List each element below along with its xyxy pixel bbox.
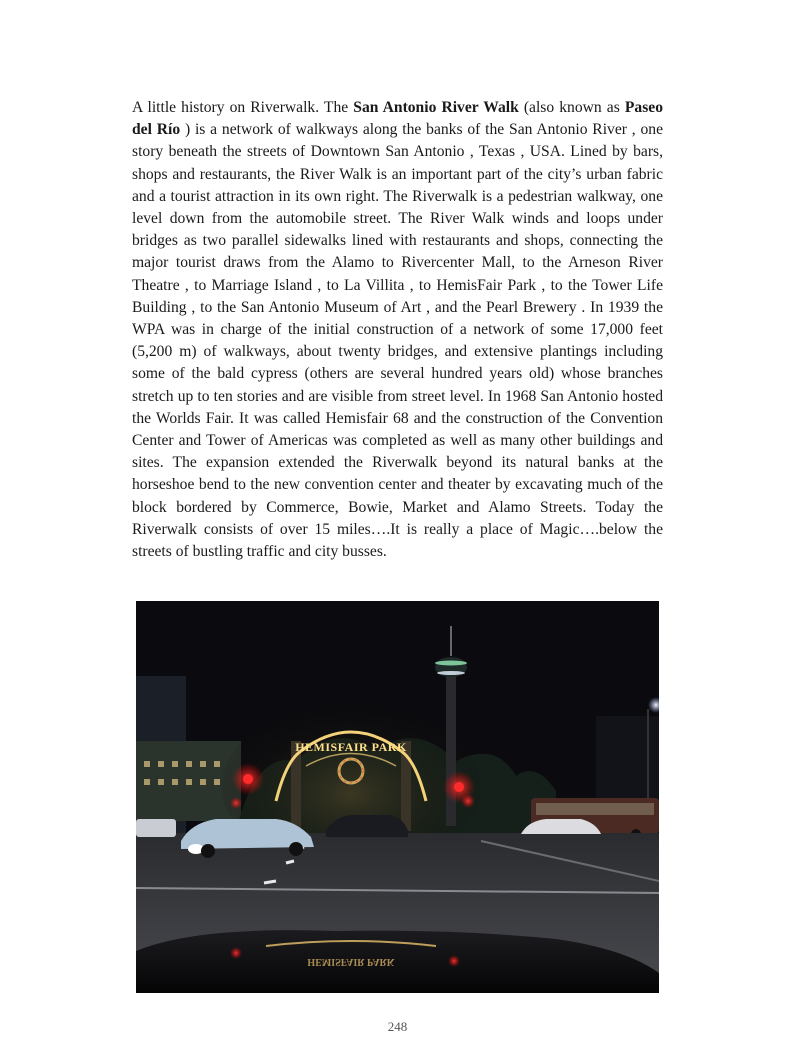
- hemisfair-park-night-photo: [136, 601, 659, 993]
- text-part-2: (also known as: [518, 99, 625, 116]
- page-number: 248: [387, 1019, 408, 1034]
- bold-paseo-del-rio: Paseo del Río: [132, 99, 663, 139]
- text-part-1: A little history on Riverwalk. The: [132, 99, 354, 116]
- reflection-sign-text: HEMISFAIR PARK: [307, 956, 395, 967]
- text-part-3: ) is a network of walkways along the banks of the San Antonio River , one story beneath the streets of Downtown San Antonio , Texas , USA. Lined by bars, shops and restaurants, the River Walk is an important part of the city’s urban fabric and a tourist attraction in its own right. The Riverwalk is a pedestrian walkway, one level down from the automobile street. The River Walk winds and loops under bridges as two parallel sidewalks lined with restaurants and shops, connecting the major tourist draws from the Alamo to Rivercenter Mall, to the Arneson River Theatre , to Marriage Island , to La Villita , to HemisFair Park , to the Tower Life Building , to the San Antonio Museum of Art , and the Pearl Brewery . In 1939 the WPA was in charge of the initial construction of a network of some 17,000 feet (5,200 m) of walkways, about twenty bridges, and extensive plantings including some of the bald cypress (others are several hundred years old) whose branches stretch up to ten stories and are visible from street level. In 1968 San Antonio hosted the Worlds Fair. It was called Hemisfair 68 and the construction of the Convention Center and Tower of Americas was completed as well as many other buildings and sites. The expansion extended the Riverwalk beyond its natural banks at the horseshoe bend to the new convention center and theater by excavating much of the block bordered by Commerce, Bowie, Market and Alamo Streets. Today the Riverwalk consists of over 15 miles….It is really a place of Magic….below the streets of bustling traffic and city busses.: [132, 121, 664, 561]
- bold-river-walk-name: San Antonio River Walk: [353, 99, 519, 116]
- article-paragraph: [132, 97, 663, 563]
- arch-sign-text: HEMISFAIR PARK: [295, 740, 407, 754]
